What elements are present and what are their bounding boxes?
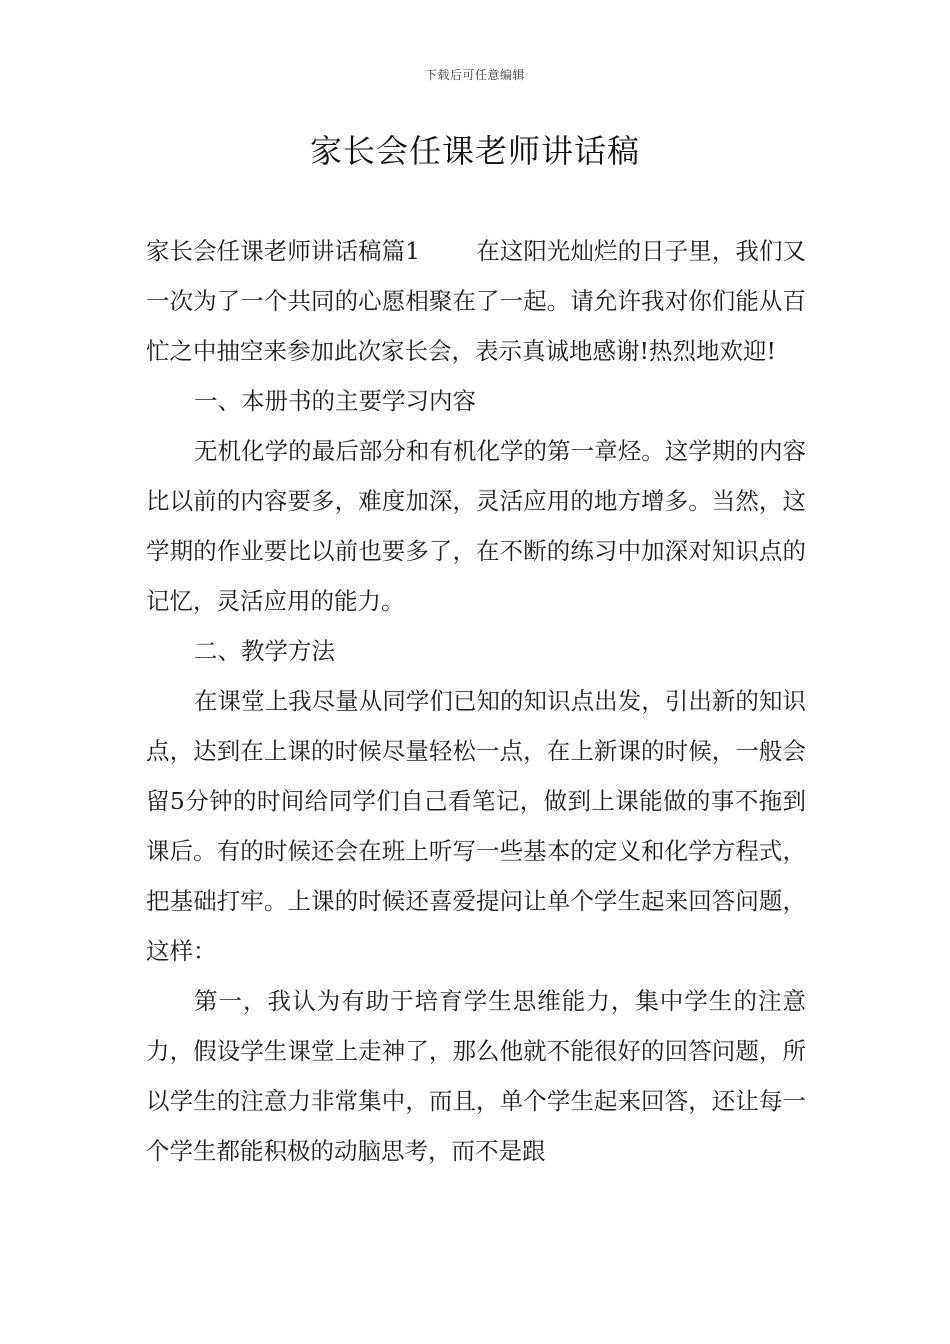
paragraph-method: 在课堂上我尽量从同学们已知的知识点出发，引出新的知识点，达到在上课的时候尽量轻松一点，在上新课的时候，一般会留5分钟的时间给同学们自己看笔记，做到上课能做的事不拖到课后。有的时候还会在班上听写一些基本的定义和化学方程式，把基础打牢。上课的时候还喜爱提问让单个学生起来回答问题，这样： — [146, 687, 806, 965]
header-note: 下载后可任意编辑 — [424, 68, 525, 82]
intro-text: 在这阳光灿烂的日子里，我们又一次为了一个共同的心愿相聚在了一起。请允许我对你们能从百忙之中抽空来参加此次家长会，表示真诚地感谢!热烈地欢迎! — [146, 237, 807, 365]
document-title: 家长会任课老师讲话稿 — [309, 132, 640, 170]
intro-paragraph — [146, 226, 806, 376]
intro-heading: 家长会任课老师讲话稿篇1 — [146, 237, 421, 265]
paragraph-first-point: 第一，我认为有助于培育学生思维能力，集中学生的注意力，假设学生课堂上走神了，那么他就不能很好的回答问题，所以学生的注意力非常集中，而且，单个学生起来回答，还让每一个学生都能积极的动脑思考，而不是跟 — [146, 987, 806, 1165]
section-heading-method: 二、教学方法 — [194, 637, 335, 665]
document-body — [146, 226, 806, 1176]
section-heading-content: 一、本册书的主要学习内容 — [194, 387, 476, 415]
paragraph-content: 无机化学的最后部分和有机化学的第一章烃。这学期的内容比以前的内容要多，难度加深，灵活应用的地方增多。当然，这学期的作业要比以前也要多了，在不断的练习中加深对知识点的记忆，灵活应用的能力。 — [146, 437, 806, 615]
